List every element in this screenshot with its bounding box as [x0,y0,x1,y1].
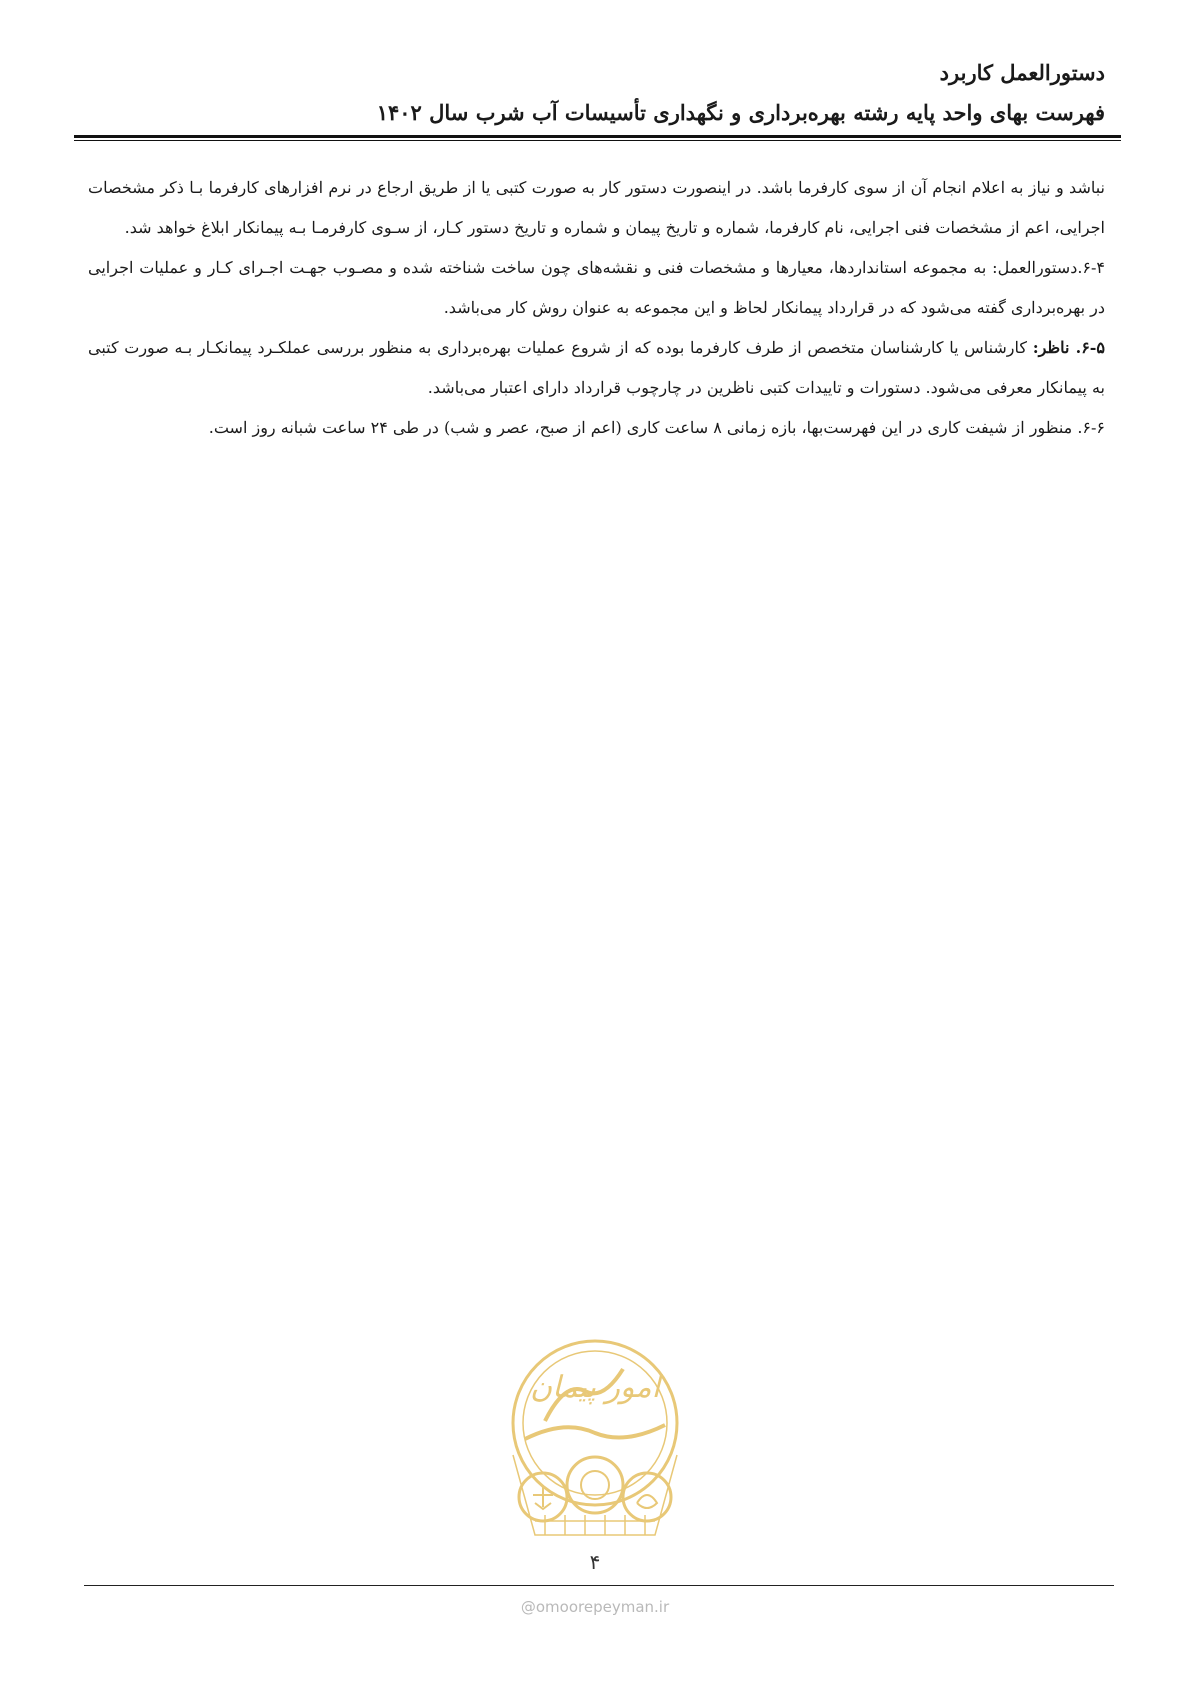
seal-logo-icon [505,1335,685,1560]
header-rule-thin [74,140,1121,141]
footer-rule [84,1585,1114,1586]
header-rule-thick [74,135,1121,138]
svg-text:امور پیمان: امور پیمان [530,1370,660,1405]
document-header [88,58,1105,128]
paragraph-text: ۶-۴.دستورالعمل: به مجموعه استانداردها، معیارها و مشخصات فنی و نقشه‌های چون ساخت شناخته شده و مصـوب جهـت اجـرای کـار و عملیات اجرایی در بهره‌برداری گفته می‌شود که در قرارداد پیمانکار لحاظ و این مجموعه به عنوان روش کار می‌باشد. [88,258,1105,317]
paragraph [88,168,1105,248]
paragraph-lead: ۶-۵. ناظر: [1032,338,1106,357]
paragraph [88,328,1105,408]
paragraph-text: ۶-۶. منظور از شیفت کاری در این فهرست‌بها، بازه زمانی ۸ ساعت کاری (اعم از صبح، عصر و شب) در طی ۲۴ ساعت شبانه روز است. [208,418,1105,437]
document-title: دستورالعمل کاربرد [939,60,1105,85]
body-text [88,168,1105,448]
paragraph-text: کارشناس یا کارشناسان متخصص از طرف کارفرما بوده که از شروع عملیات بهره‌برداری به منظور بررسی عملکـرد پیمانکـار بـه صورت کتبی به پیمانکار معرفی می‌شود. دستورات و تاییدات کتبی ناظرین در چارچوب قرارداد دارای اعتبار می‌باشد. [88,338,1105,397]
paragraph [88,248,1105,328]
paragraph [88,408,1105,448]
page-number: ۴ [589,1550,601,1574]
document-subtitle: فهرست بهای واحد پایه رشته بهره‌برداری و نگهداری تأسیسات آب شرب سال ۱۴۰۲ [376,100,1105,125]
website-watermark: @omoorepeyman.ir [520,1598,670,1616]
paragraph-text: نباشد و نیاز به اعلام انجام آن از سوی کارفرما باشد. در اینصورت دستور کار به صورت کتبی یا از طریق ارجاع در نرم افزارهای کارفرما بـا ذکر مشخصات اجرایی، اعم از مشخصات فنی اجرایی، نام کارفرما، شماره و تاریخ پیمان و شماره و تاریخ دستور کـار، از سـوی کارفرمـا بـه پیمانکار ابلاغ خواهد شد. [88,178,1105,237]
